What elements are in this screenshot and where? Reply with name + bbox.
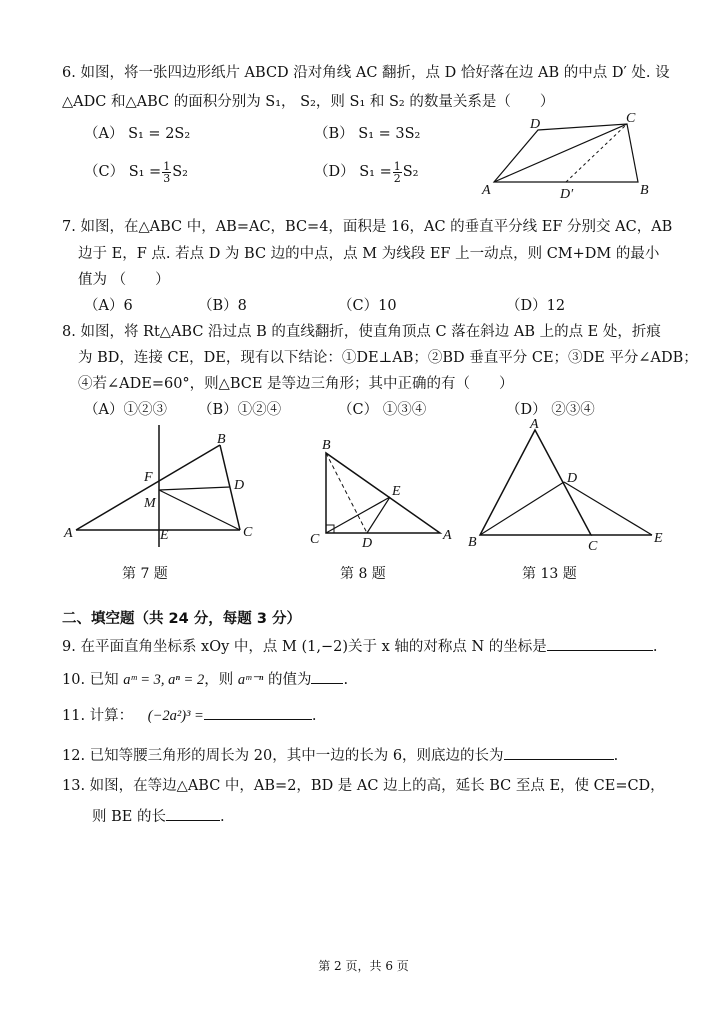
q8-line1: 8. 如图，将 Rt△ABC 沿过点 B 的直线翻折，使直角顶点 C 落在斜边 AB 上的点 E 处，折痕 <box>62 324 661 340</box>
figure-q6 <box>480 110 660 200</box>
q7-option-b: （B）8 <box>198 298 247 314</box>
fig8-label-c: C <box>310 532 320 547</box>
fig7-side-ab <box>76 445 220 530</box>
fig6-quadrilateral <box>494 124 638 182</box>
q11-end: . <box>311 708 317 724</box>
q6-option-d-denominator: 2 <box>393 171 401 185</box>
fig13-label-c: C <box>588 539 598 554</box>
fig7-label-b: B <box>217 432 226 447</box>
q6-option-c-denominator: 3 <box>163 171 171 185</box>
q6-option-d-numerator: 1 <box>393 159 401 173</box>
q9-end: . <box>652 639 658 655</box>
q12 <box>62 745 618 766</box>
section-title-fill-in: 二、填空题（共 24 分，每题 3 分） <box>62 611 301 627</box>
q10-prefix: 10. 已知 <box>62 672 119 688</box>
q13-line1: 13. 如图，在等边△ABC 中，AB=2，BD 是 AC 边上的高，延长 BC 至点 E，使 CE=CD， <box>62 778 665 794</box>
fig13-segment-bd <box>480 482 564 535</box>
q6-option-c-fraction <box>162 161 171 184</box>
fig6-diagonal-ac <box>494 124 627 182</box>
figure-q13 <box>462 417 677 554</box>
fig13-caption: 第 13 题 <box>522 566 577 582</box>
q6-option-b: （B） S₁ = 3S₂ <box>314 126 421 142</box>
q6-option-d-fraction <box>393 161 402 184</box>
q8-option-d: （D） ②③④ <box>506 402 595 418</box>
fig7-label-d: D <box>234 478 245 493</box>
q8-line2: 为 BD，连接 CE，DE，现有以下结论：①DE⊥AB；②BD 垂直平分 CE；③DE 平分∠ADB； <box>78 350 698 366</box>
q12-answer-blank[interactable] <box>504 745 614 760</box>
fig7-segment-dm <box>159 487 230 490</box>
q11-answer-blank[interactable] <box>204 705 312 720</box>
q6-option-d-rhs: S₂ <box>402 164 419 180</box>
figure-q7 <box>60 425 270 555</box>
q6-option-c-lhs: （C） S₁ = <box>84 164 162 180</box>
q9-answer-blank[interactable] <box>547 636 653 651</box>
fig6-label-d-prime: D′ <box>560 187 574 202</box>
q13-line2 <box>92 806 225 827</box>
q7-line1: 7. 如图，在△ABC 中，AB=AC，BC=4，面积是 16，AC 的垂直平分线 EF 分别交 AC，AB <box>62 219 673 235</box>
fig13-label-d: D <box>567 471 578 486</box>
fig7-label-a: A <box>64 526 73 541</box>
page-footer: 第 2 页，共 6 页 <box>318 959 409 973</box>
q11-prefix: 11. 计算： <box>62 708 134 724</box>
q7-option-a: （A）6 <box>84 298 133 314</box>
fig8-segment-de <box>367 497 390 533</box>
fig7-segment-cm <box>159 490 240 530</box>
fig6-label-c: C <box>626 111 636 126</box>
fig13-label-b: B <box>468 535 477 550</box>
fig6-label-d: D <box>530 117 541 132</box>
fig7-label-m: M <box>144 496 156 511</box>
fig13-label-e: E <box>654 531 663 546</box>
fig8-label-e: E <box>392 484 401 499</box>
q8-option-b: （B）①②④ <box>198 402 282 418</box>
fig8-label-b: B <box>322 438 331 453</box>
q7-option-c: （C）10 <box>338 298 397 314</box>
q10 <box>62 669 348 690</box>
fig8-caption: 第 8 题 <box>340 566 386 582</box>
fig7-label-f: F <box>144 470 153 485</box>
q11 <box>62 705 316 726</box>
q6-option-d-lhs: （D） S₁ = <box>314 164 392 180</box>
fig8-label-d: D <box>362 536 373 551</box>
q6-line1: 6. 如图，将一张四边形纸片 ABCD 沿对角线 AC 翻折，点 D 恰好落在边 AB 的中点 D′ 处. 设 <box>62 65 670 81</box>
q10-answer-blank[interactable] <box>311 669 343 684</box>
q10-expression: aᵐ⁻ⁿ <box>237 672 264 688</box>
q12-text: 12. 已知等腰三角形的周长为 20，其中一边的长为 6，则底边的长为 <box>62 748 504 764</box>
q13-text: 则 BE 的长 <box>92 809 166 825</box>
fig7-label-c: C <box>243 525 253 540</box>
fig8-triangle-abc <box>326 453 440 533</box>
q6-option-c <box>84 158 188 186</box>
fig7-caption: 第 7 题 <box>122 566 168 582</box>
fig6-label-a: A <box>482 183 491 198</box>
q10-end: . <box>343 672 349 688</box>
q8-option-c: （C） ①③④ <box>338 402 427 418</box>
figure-q8 <box>308 435 468 550</box>
q9 <box>62 636 657 657</box>
fig13-label-a: A <box>530 417 539 432</box>
q7-option-d: （D）12 <box>506 298 566 314</box>
q6-line2: △ADC 和△ABC 的面积分别为 S₁， S₂，则 S₁ 和 S₂ 的数量关系是（ ） <box>62 94 555 110</box>
q12-end: . <box>613 748 619 764</box>
q10-suffix: 的值为 <box>267 672 312 688</box>
q10-mid: ，则 <box>204 672 234 688</box>
q6-option-c-rhs: S₂ <box>172 164 188 180</box>
fig7-label-e: E <box>160 528 169 543</box>
q11-expression: (−2a²)³ = <box>147 708 204 724</box>
q6-option-a: （A） S₁ = 2S₂ <box>84 126 191 142</box>
fig8-label-a: A <box>443 528 452 543</box>
q13-end: . <box>219 809 225 825</box>
fig6-fold-line <box>566 124 627 182</box>
q7-line2: 边于 E，F 点. 若点 D 为 BC 边的中点，点 M 为线段 EF 上一动点，则 CM+DM 的最小 <box>78 246 660 262</box>
q10-given: aᵐ = 3, aⁿ = 2 <box>123 672 205 688</box>
q13-answer-blank[interactable] <box>166 806 220 821</box>
q6-option-c-numerator: 1 <box>163 159 171 173</box>
q9-text: 9. 在平面直角坐标系 xOy 中，点 M (1,−2)关于 x 轴的对称点 N 的坐标是 <box>62 639 547 655</box>
q8-line3: ④若∠ADE=60°，则△BCE 是等边三角形；其中正确的有（ ） <box>78 376 514 392</box>
fig6-label-b: B <box>640 183 649 198</box>
q8-option-a: （A）①②③ <box>84 402 167 418</box>
q7-line3: 值为 （ ） <box>78 272 170 288</box>
fig8-segment-ce <box>326 497 390 533</box>
q6-option-d <box>314 158 419 186</box>
